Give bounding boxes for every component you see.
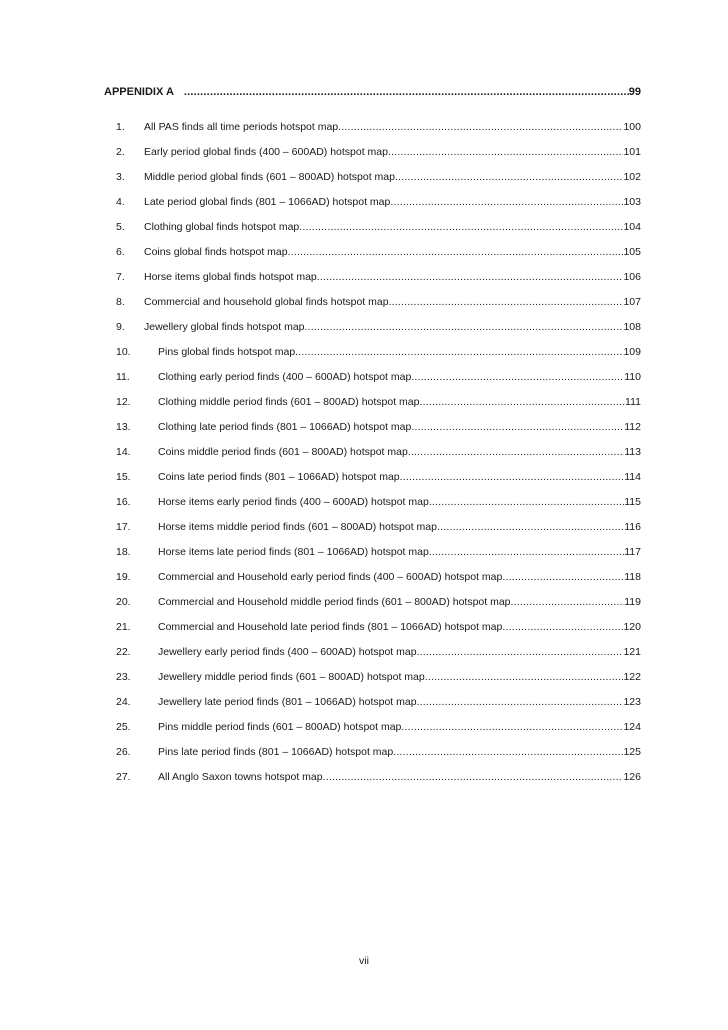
toc-entry[interactable] xyxy=(104,240,641,265)
toc-entry[interactable] xyxy=(104,340,641,365)
dot-leader xyxy=(437,515,624,540)
dot-leader xyxy=(411,365,624,390)
dot-leader xyxy=(395,165,623,190)
toc-entry-title: Pins global finds hotspot map xyxy=(158,346,296,358)
toc-entry-number: 25. xyxy=(116,721,131,733)
toc-entry-page-number: 112 xyxy=(624,421,641,433)
toc-entry-number: 18. xyxy=(116,546,131,558)
toc-entry[interactable] xyxy=(104,415,641,440)
toc-entry-page-number: 101 xyxy=(623,146,641,158)
toc-entry-page-number: 115 xyxy=(624,496,641,508)
toc-entry-page-number: 103 xyxy=(623,196,641,208)
dot-leader xyxy=(417,690,624,715)
toc-entry-number: 26. xyxy=(116,746,131,758)
toc-entry-number: 10. xyxy=(116,346,131,358)
dot-leader xyxy=(511,590,625,615)
toc-entry-number: 3. xyxy=(116,171,125,183)
toc-entry-page-number: 120 xyxy=(623,621,641,633)
toc-entry[interactable] xyxy=(104,590,641,615)
toc-entry-page-number: 107 xyxy=(623,296,641,308)
toc-entry-title: Horse items early period finds (400 – 600AD) hotspot map xyxy=(158,496,429,508)
dot-leader xyxy=(502,615,623,640)
toc-entry-title: Horse items middle period finds (601 – 800AD) hotspot map xyxy=(158,521,437,533)
toc-entry-number: 1. xyxy=(116,121,125,133)
toc-entry-title: Commercial and Household early period finds (400 – 600AD) hotspot map xyxy=(158,571,503,583)
toc-entry-page-number: 126 xyxy=(623,771,641,783)
appendix-page-number: 99 xyxy=(628,86,641,98)
dot-leader xyxy=(408,440,624,465)
toc-entry[interactable] xyxy=(104,165,641,190)
toc-entry-title: Clothing late period finds (801 – 1066AD) hotspot map xyxy=(158,421,412,433)
toc-entry-page-number: 125 xyxy=(623,746,641,758)
toc-entry-title: Horse items global finds hotspot map xyxy=(144,271,317,283)
toc-entry[interactable] xyxy=(104,215,641,240)
toc-entry-number: 6. xyxy=(116,246,125,258)
toc-entry-page-number: 111 xyxy=(625,396,641,408)
toc-entry[interactable] xyxy=(104,615,641,640)
toc-entry[interactable] xyxy=(104,140,641,165)
dot-leader xyxy=(390,190,623,215)
toc-entry[interactable] xyxy=(104,690,641,715)
toc-entry-title: Coins late period finds (801 – 1066AD) hotspot map xyxy=(158,471,400,483)
toc-entry[interactable] xyxy=(104,465,641,490)
toc-entry-title: Pins late period finds (801 – 1066AD) hotspot map xyxy=(158,746,394,758)
page-footer-number: vii xyxy=(359,955,369,967)
toc-entry-page-number: 118 xyxy=(624,571,641,583)
toc-entry-title: Jewellery late period finds (801 – 1066AD) hotspot map xyxy=(158,696,417,708)
toc-entry-title: Jewellery middle period finds (601 – 800AD) hotspot map xyxy=(158,671,425,683)
toc-entry-page-number: 104 xyxy=(623,221,641,233)
toc-entry-title: Pins middle period finds (601 – 800AD) hotspot map xyxy=(158,721,402,733)
dot-leader xyxy=(288,240,624,265)
toc-entry-title: Commercial and household global finds hotspot map xyxy=(144,296,389,308)
toc-entry-page-number: 102 xyxy=(623,171,641,183)
toc-entry[interactable] xyxy=(104,765,641,790)
table-of-contents xyxy=(104,86,641,790)
toc-entry-number: 7. xyxy=(116,271,125,283)
toc-entry-number: 12. xyxy=(116,396,131,408)
toc-entry-number: 21. xyxy=(116,621,131,633)
dot-leader xyxy=(317,265,624,290)
toc-entry-number: 13. xyxy=(116,421,131,433)
toc-entry-title: Coins global finds hotspot map xyxy=(144,246,288,258)
toc-entry[interactable] xyxy=(104,440,641,465)
dot-leader xyxy=(389,290,624,315)
toc-entry[interactable] xyxy=(104,490,641,515)
toc-entry-number: 20. xyxy=(116,596,131,608)
toc-entry-title: All Anglo Saxon towns hotspot map xyxy=(158,771,323,783)
toc-entry-title: Clothing early period finds (400 – 600AD) hotspot map xyxy=(158,371,412,383)
dot-leader xyxy=(429,490,624,515)
toc-entry-title: Coins middle period finds (601 – 800AD) hotspot map xyxy=(158,446,408,458)
dot-leader xyxy=(425,665,624,690)
toc-entry-number: 16. xyxy=(116,496,131,508)
appendix-title: APPENIDIX A xyxy=(104,86,174,98)
toc-entry-number: 27. xyxy=(116,771,131,783)
toc-entry[interactable] xyxy=(104,640,641,665)
toc-entry-number: 5. xyxy=(116,221,125,233)
toc-entry-page-number: 117 xyxy=(624,546,641,558)
dot-leader xyxy=(184,86,629,98)
dot-leader xyxy=(295,340,623,365)
toc-entry-number: 9. xyxy=(116,321,125,333)
toc-entry-number: 8. xyxy=(116,296,125,308)
toc-entry[interactable] xyxy=(104,740,641,765)
toc-entry-page-number: 116 xyxy=(624,521,641,533)
toc-entry[interactable] xyxy=(104,115,641,140)
toc-entry-number: 17. xyxy=(116,521,131,533)
dot-leader xyxy=(305,315,624,340)
toc-entry-page-number: 100 xyxy=(623,121,641,133)
toc-entry-page-number: 122 xyxy=(623,671,641,683)
toc-entry-page-number: 113 xyxy=(624,446,641,458)
toc-entry-number: 11. xyxy=(116,371,130,383)
toc-entry-number: 19. xyxy=(116,571,131,583)
toc-entry-page-number: 124 xyxy=(623,721,641,733)
toc-entry-number: 22. xyxy=(116,646,131,658)
toc-entry[interactable] xyxy=(104,540,641,565)
toc-entry-title: Clothing global finds hotspot map xyxy=(144,221,300,233)
toc-entry-page-number: 106 xyxy=(623,271,641,283)
toc-entry-title: All PAS finds all time periods hotspot map xyxy=(144,121,339,133)
dot-leader xyxy=(388,140,623,165)
toc-entry-number: 4. xyxy=(116,196,125,208)
toc-entry-title: Late period global finds (801 – 1066AD) hotspot map xyxy=(144,196,391,208)
toc-entry-title: Jewellery early period finds (400 – 600AD) hotspot map xyxy=(158,646,417,658)
dot-leader xyxy=(393,740,623,765)
toc-entry-page-number: 123 xyxy=(623,696,641,708)
toc-entry-list xyxy=(104,115,641,790)
toc-entry-page-number: 114 xyxy=(624,471,641,483)
toc-entry-title: Early period global finds (400 – 600AD) hotspot map xyxy=(144,146,388,158)
toc-entry-title: Jewellery global finds hotspot map xyxy=(144,321,305,333)
toc-entry[interactable] xyxy=(104,365,641,390)
toc-entry-title: Commercial and Household late period finds (801 – 1066AD) hotspot map xyxy=(158,621,503,633)
dot-leader xyxy=(411,415,624,440)
toc-entry[interactable] xyxy=(104,515,641,540)
toc-entry-title: Commercial and Household middle period finds (601 – 800AD) hotspot map xyxy=(158,596,511,608)
toc-entry-title: Middle period global finds (601 – 800AD) hotspot map xyxy=(144,171,395,183)
toc-entry-number: 23. xyxy=(116,671,131,683)
toc-entry-number: 15. xyxy=(116,471,131,483)
appendix-heading[interactable] xyxy=(104,86,641,106)
toc-entry-title: Clothing middle period finds (601 – 800AD) hotspot map xyxy=(158,396,420,408)
toc-entry[interactable] xyxy=(104,265,641,290)
toc-entry-page-number: 119 xyxy=(624,596,641,608)
toc-entry-number: 2. xyxy=(116,146,125,158)
toc-entry[interactable] xyxy=(104,390,641,415)
dot-leader xyxy=(323,765,624,790)
dot-leader xyxy=(400,465,625,490)
toc-entry[interactable] xyxy=(104,565,641,590)
dot-leader xyxy=(420,390,626,415)
dot-leader xyxy=(338,115,623,140)
toc-entry[interactable] xyxy=(104,315,641,340)
toc-entry-page-number: 108 xyxy=(623,321,641,333)
toc-entry[interactable] xyxy=(104,665,641,690)
dot-leader xyxy=(401,715,623,740)
dot-leader xyxy=(429,540,624,565)
dot-leader xyxy=(299,215,623,240)
toc-entry-page-number: 105 xyxy=(623,246,641,258)
toc-entry-page-number: 110 xyxy=(624,371,641,383)
toc-entry[interactable] xyxy=(104,190,641,215)
dot-leader xyxy=(502,565,624,590)
toc-entry[interactable] xyxy=(104,715,641,740)
toc-entry-page-number: 121 xyxy=(623,646,641,658)
toc-entry-number: 24. xyxy=(116,696,131,708)
toc-entry-title: Horse items late period finds (801 – 1066AD) hotspot map xyxy=(158,546,429,558)
toc-entry[interactable] xyxy=(104,290,641,315)
dot-leader xyxy=(417,640,624,665)
toc-entry-page-number: 109 xyxy=(623,346,641,358)
toc-entry-number: 14. xyxy=(116,446,131,458)
